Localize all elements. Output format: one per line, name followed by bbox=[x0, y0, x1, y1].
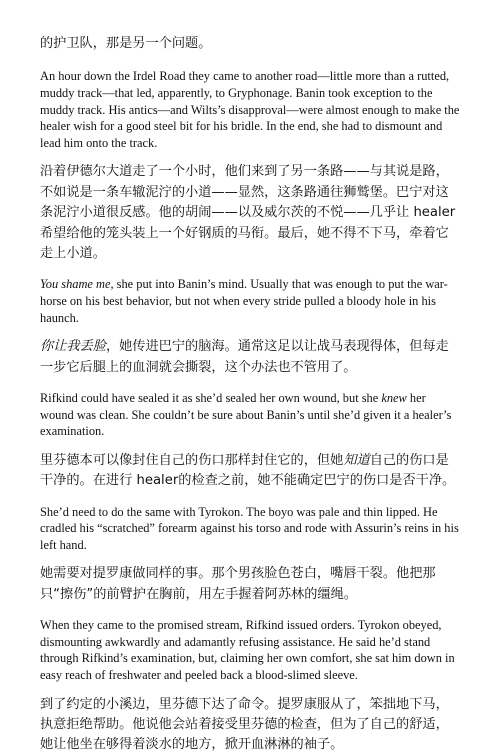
text: An hour down the Irdel Road they came to another road—little more than a rutted, muddy track—that led, apparently, to Gryphonage. Banin took exception to the muddy track. His antics—and Wilts’s disapproval—were almost enough to make the healer wish for a good steel bit for his bridle. In the end, she had to dismount and lead him onto the track. bbox=[40, 69, 460, 150]
paragraph-zh-4 bbox=[40, 564, 460, 605]
paragraph-zh-intro bbox=[40, 34, 460, 54]
paragraph-en-5 bbox=[40, 617, 460, 683]
text: ，她传进巴宁的脑海。通常这足以让战马表现得体，但每走一步它后腿上的血洞就会撕裂，这个办法也不管用了。 bbox=[40, 339, 449, 375]
paragraph-en-2 bbox=[40, 276, 460, 326]
italic-text: 知道 bbox=[343, 452, 370, 468]
text: her wound was clean. She couldn’t be sure about Banin’s until she’d given it a healer’s examination. bbox=[40, 391, 452, 439]
text: She’d need to do the same with Tyrokon. The boyo was pale and thin lipped. He cradled his “scratched” forearm against his torso and rode with Assurin’s reins in his left hand. bbox=[40, 504, 459, 552]
text: Rifkind could have sealed it as she’d sealed her own wound, but she bbox=[40, 391, 382, 405]
paragraph-zh-3 bbox=[40, 451, 460, 492]
italic-text: knew bbox=[381, 391, 407, 405]
paragraph-en-1 bbox=[40, 68, 460, 151]
text: , she put into Banin’s mind. Usually that was enough to put the war-horse on his best behavior, but not when every stride pulled a bloody hole in his haunch. bbox=[40, 277, 448, 325]
italic-text: You shame me bbox=[40, 277, 111, 292]
text: 沿着伊德尔大道走了一个小时，他们来到了另一条路——与其说是路，不如说是一条车辙泥泞的小道——显然，这条路通往狮鹫堡。巴宁对这条泥泞小道很反感。他的胡闹——以及威尔茨的不悦——几乎让 healer希望给他的笼头装上一个好钢质的马衔。最后，她不得不下马，牵着它走上小道。 bbox=[40, 164, 456, 261]
paragraph-en-4 bbox=[40, 504, 460, 554]
paragraph-zh-5 bbox=[40, 695, 460, 756]
text: When they came to the promised stream, Rifkind issued orders. Tyrokon obeyed, dismounting awkwardly and adamantly refusing assistance. He said he’d stand through Rifkind’s examination, but, claiming her own comfort, she sat him down in easy reach of freshwater and peeled back a blood-slimed sleeve. bbox=[40, 618, 455, 682]
italic-text: 你让我丢脸 bbox=[40, 339, 106, 355]
paragraph-zh-1 bbox=[40, 162, 460, 264]
text: 到了约定的小溪边，里芬德下达了命令。提罗康服从了，笨拙地下马，执意拒绝帮助。他说他会站着接受里芬德的检查，但为了自己的舒适，她让他坐在够得着淡水的地方，掀开血淋淋的袖子。 bbox=[40, 696, 449, 753]
text: 里芬德本可以像封住自己的伤口那样封住它的，但她 bbox=[40, 452, 344, 468]
text: 自己的伤口是干净的。在进行 healer的检查之前，她不能确定巴宁的伤口是否干净。 bbox=[40, 452, 456, 489]
text: 的护卫队，那是另一个问题。 bbox=[40, 36, 212, 51]
paragraph-zh-2 bbox=[40, 337, 460, 378]
text: 她需要对提罗康做同样的事。那个男孩脸色苍白，嘴唇干裂。他把那只“擦伤”的前臂护在胸前，用左手握着阿苏林的缰绳。 bbox=[40, 566, 436, 602]
paragraph-en-3 bbox=[40, 390, 460, 440]
